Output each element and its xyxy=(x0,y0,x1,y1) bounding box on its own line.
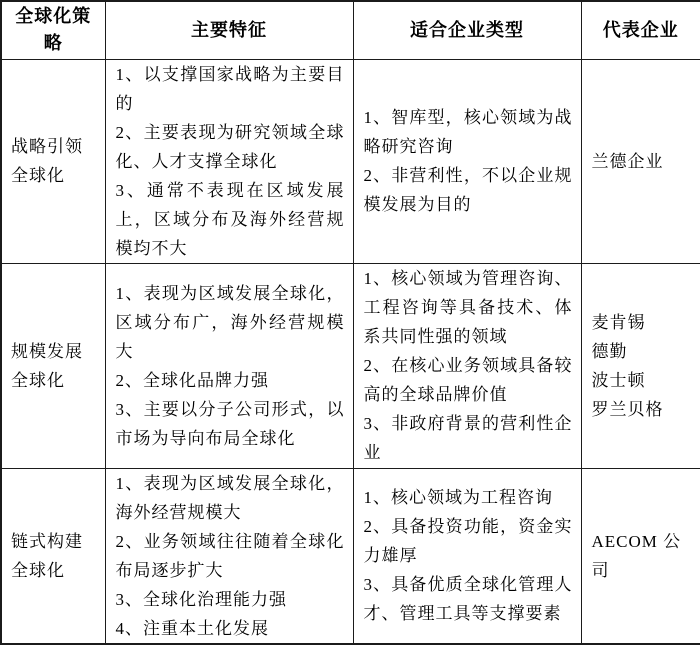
type-item: 2、非营利性，不以企业规模发展为目的 xyxy=(363,166,573,214)
feature-item: 4、注重本土化发展 xyxy=(115,618,269,638)
cell-strategy-name: 规模发展全球化 xyxy=(1,263,105,468)
representative-item: 波士顿 xyxy=(591,370,646,390)
cell-representatives xyxy=(581,263,700,468)
cell-representatives xyxy=(581,59,700,263)
representative-item: AECOM 公司 xyxy=(591,531,682,580)
feature-item: 3、通常不表现在区域发展上，区域分布及海外经营规模均不大 xyxy=(115,180,345,258)
representative-item: 罗兰贝格 xyxy=(591,399,664,419)
type-item: 1、智库型，核心领域为战略研究咨询 xyxy=(363,108,573,156)
cell-strategy-name: 链式构建全球化 xyxy=(1,468,105,644)
type-item: 3、具备优质全球化管理人才、管理工具等支撑要素 xyxy=(363,575,573,624)
type-item: 2、在核心业务领域具备较高的全球品牌价值 xyxy=(363,356,573,404)
cell-features xyxy=(105,59,353,263)
feature-item: 3、全球化治理能力强 xyxy=(115,589,287,609)
representative-item: 兰德企业 xyxy=(591,151,664,171)
column-header-features: 主要特征 xyxy=(105,1,353,59)
type-item: 1、核心领域为管理咨询、工程咨询等具备技术、体系共同性强的领域 xyxy=(363,269,573,346)
feature-item: 2、主要表现为研究领域全球化、人才支撑全球化 xyxy=(115,122,345,171)
type-item: 1、核心领域为工程咨询 xyxy=(363,488,553,508)
cell-strategy-name: 战略引领全球化 xyxy=(1,59,105,263)
type-item: 2、具备投资功能，资金实力雄厚 xyxy=(363,517,573,566)
representative-item: 德勤 xyxy=(591,341,628,361)
cell-features xyxy=(105,468,353,644)
table-header-row xyxy=(1,1,700,59)
table-row-scale-development xyxy=(1,263,700,468)
column-header-strategy: 全球化策略 xyxy=(1,1,105,59)
feature-item: 1、表现为区域发展全球化，海外经营规模大 xyxy=(115,473,345,522)
table-row-chain-construction xyxy=(1,468,700,644)
table-row-strategy-led xyxy=(1,59,700,263)
cell-suitable-types xyxy=(353,59,581,263)
cell-representatives xyxy=(581,468,700,644)
cell-suitable-types xyxy=(353,263,581,468)
type-item: 3、非政府背景的营利性企业 xyxy=(363,414,573,462)
feature-item: 2、全球化品牌力强 xyxy=(115,370,269,390)
feature-item: 2、业务领域往往随着全球化布局逐步扩大 xyxy=(115,531,345,580)
feature-item: 1、表现为区域发展全球化，区域分布广，海外经营规模大 xyxy=(115,283,345,361)
representative-item: 麦肯锡 xyxy=(591,312,646,332)
column-header-representatives: 代表企业 xyxy=(581,1,700,59)
column-header-suitable-types: 适合企业类型 xyxy=(353,1,581,59)
cell-features xyxy=(105,263,353,468)
feature-item: 3、主要以分子公司形式，以市场为导向布局全球化 xyxy=(115,399,345,448)
feature-item: 1、以支撑国家战略为主要目的 xyxy=(115,64,345,113)
cell-suitable-types xyxy=(353,468,581,644)
